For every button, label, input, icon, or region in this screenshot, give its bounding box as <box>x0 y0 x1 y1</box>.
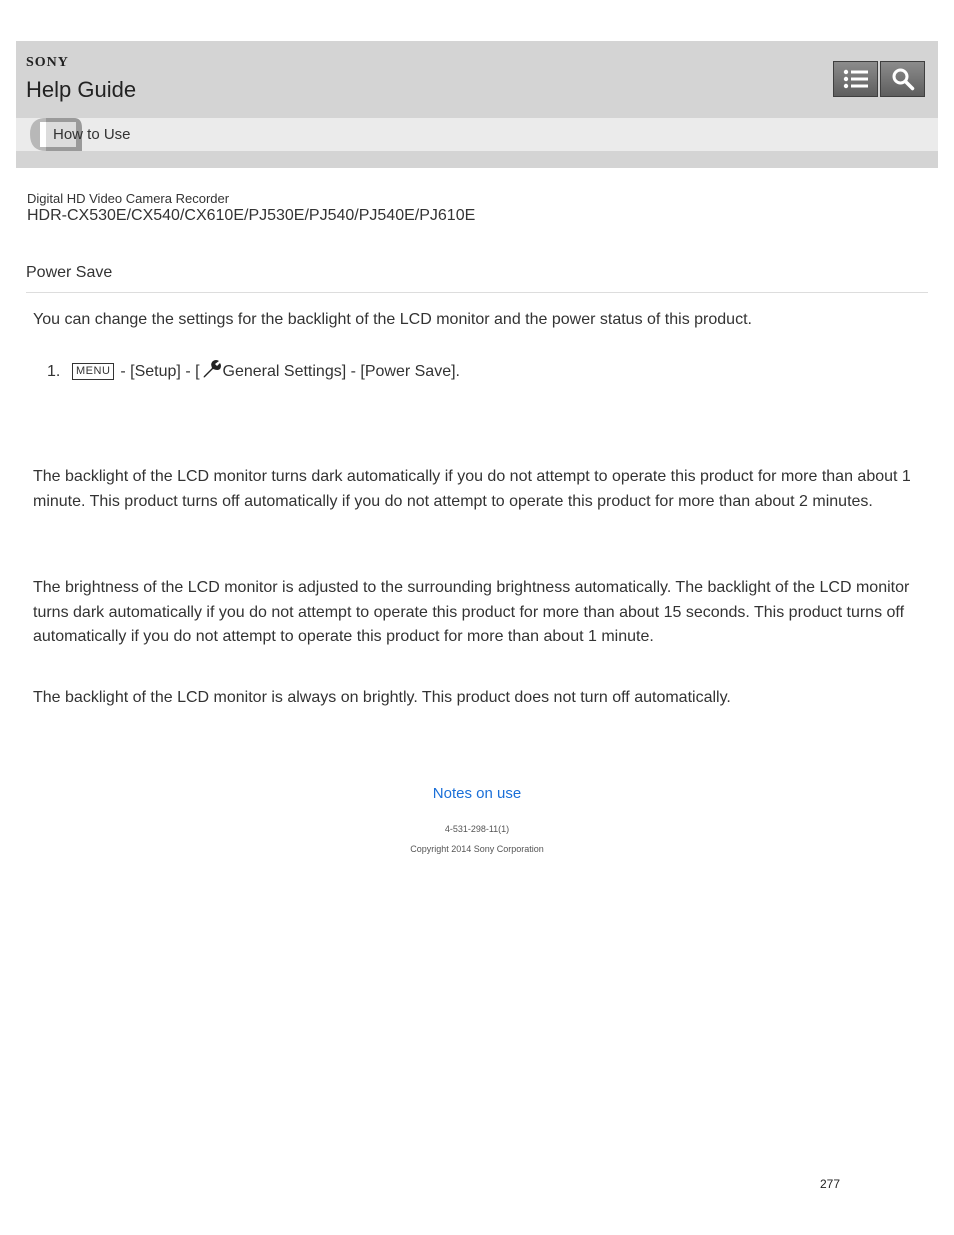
copyright-notice: Copyright 2014 Sony Corporation <box>410 844 544 854</box>
table-of-contents-button[interactable] <box>833 61 878 97</box>
menu-button-icon: MENU <box>72 363 114 380</box>
procedure-step <box>47 359 460 384</box>
step-text-part2: General Settings] - [Power Save]. <box>222 362 460 380</box>
product-category: Digital HD Video Camera Recorder <box>27 191 230 206</box>
divider <box>26 292 928 293</box>
list-icon <box>843 68 869 90</box>
setting-description: The backlight of the LCD monitor turns dark automatically if you do not attempt to operate this product for more than about 1 minute. This product turns off automatically if you do not attempt to operate this product for more than about 2 minutes. <box>33 468 911 510</box>
header-bar <box>16 41 938 168</box>
breadcrumb-bar <box>16 118 938 151</box>
page-number: 277 <box>820 1177 841 1191</box>
breadcrumb-how-to-use[interactable]: How to Use <box>53 126 131 143</box>
step-text-part1: - [Setup] - [ <box>120 362 200 380</box>
setting-description: The brightness of the LCD monitor is adjusted to the surrounding brightness automatically. The backlight of the LCD monitor turns dark automatically if you do not attempt to operate this product for more than about 15 seconds. This product turns off automatically if you do not attempt to operate this product for more than about 1 minute. <box>33 579 910 645</box>
notes-on-use-link[interactable]: Notes on use <box>432 785 522 802</box>
step-number: 1. <box>47 362 61 380</box>
model-list: HDR-CX530E/CX540/CX610E/PJ530E/PJ540/PJ540E/PJ610E <box>27 207 476 224</box>
search-icon <box>891 67 915 91</box>
search-button[interactable] <box>880 61 925 97</box>
intro-text: You can change the settings for the backlight of the LCD monitor and the power status of this product. <box>33 311 752 328</box>
setting-description: The backlight of the LCD monitor is always on brightly. This product does not turn off automatically. <box>33 689 731 706</box>
help-guide-title: Help Guide <box>26 77 137 102</box>
sony-logo: SONY <box>26 55 69 70</box>
document-number: 4-531-298-11(1) <box>444 824 510 834</box>
wrench-icon <box>202 359 222 384</box>
page-title: Power Save <box>26 264 113 281</box>
